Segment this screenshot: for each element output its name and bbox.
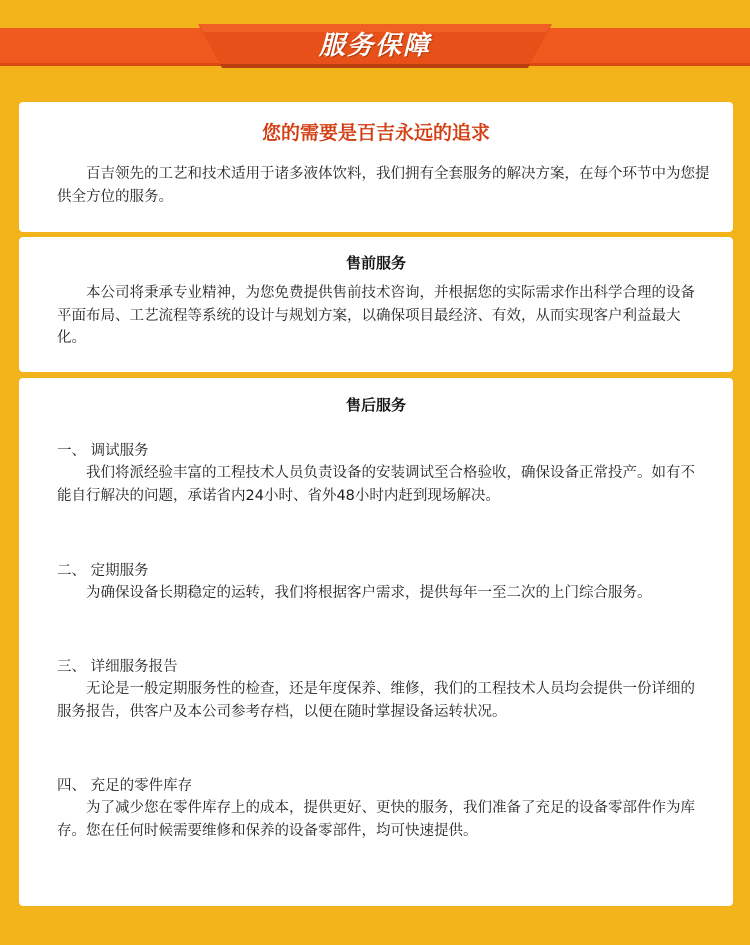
section-body-debug: 我们将派经验丰富的工程技术人员负责设备的安装调试至合格验收，确保设备正常投产。如有不能自行解决的问题，承诺省内24小时、省外48小时内赶到现场解决。 xyxy=(57,465,695,504)
aftersale-card xyxy=(19,378,733,906)
intro-body: 百吉领先的工艺和技术适用于诸多液体饮料，我们拥有全套服务的解决方案，在每个环节中为您提供全方位的服务。 xyxy=(57,166,710,205)
section-heading-report: 三、 详细服务报告 xyxy=(57,659,178,675)
section-heading-debug: 一、 调试服务 xyxy=(57,443,149,459)
page-title: 服务保障 xyxy=(318,31,431,61)
presale-title: 售前服务 xyxy=(345,254,406,272)
section-body-periodic: 为确保设备长期稳定的运转，我们将根据客户需求，提供每年一至二次的上门综合服务。 xyxy=(86,585,652,601)
presale-body: 本公司将秉承专业精神，为您免费提供售前技术咨询，并根据您的实际需求作出科学合理的设备平面布局、工艺流程等系统的设计与规划方案，以确保项目最经济、有效，从而实现客户利益最大化。 xyxy=(57,285,695,346)
section-heading-periodic: 二、 定期服务 xyxy=(57,563,149,579)
intro-headline: 您的需要是百吉永远的追求 xyxy=(261,122,490,144)
section-heading-parts: 四、 充足的零件库存 xyxy=(57,778,193,794)
presale-card xyxy=(19,237,733,372)
section-body-parts: 为了减少您在零件库存上的成本，提供更好、更快的服务，我们准备了充足的设备零部件作为库存。您在任何时候需要维修和保养的设备零部件，均可快速提供。 xyxy=(57,800,695,839)
intro-card xyxy=(19,102,733,232)
section-body-report: 无论是一般定期服务性的检查，还是年度保养、维修，我们的工程技术人员均会提供一份详细的服务报告，供客户及本公司参考存档，以便在随时掌握设备运转状况。 xyxy=(57,681,695,720)
aftersale-title: 售后服务 xyxy=(345,396,406,414)
